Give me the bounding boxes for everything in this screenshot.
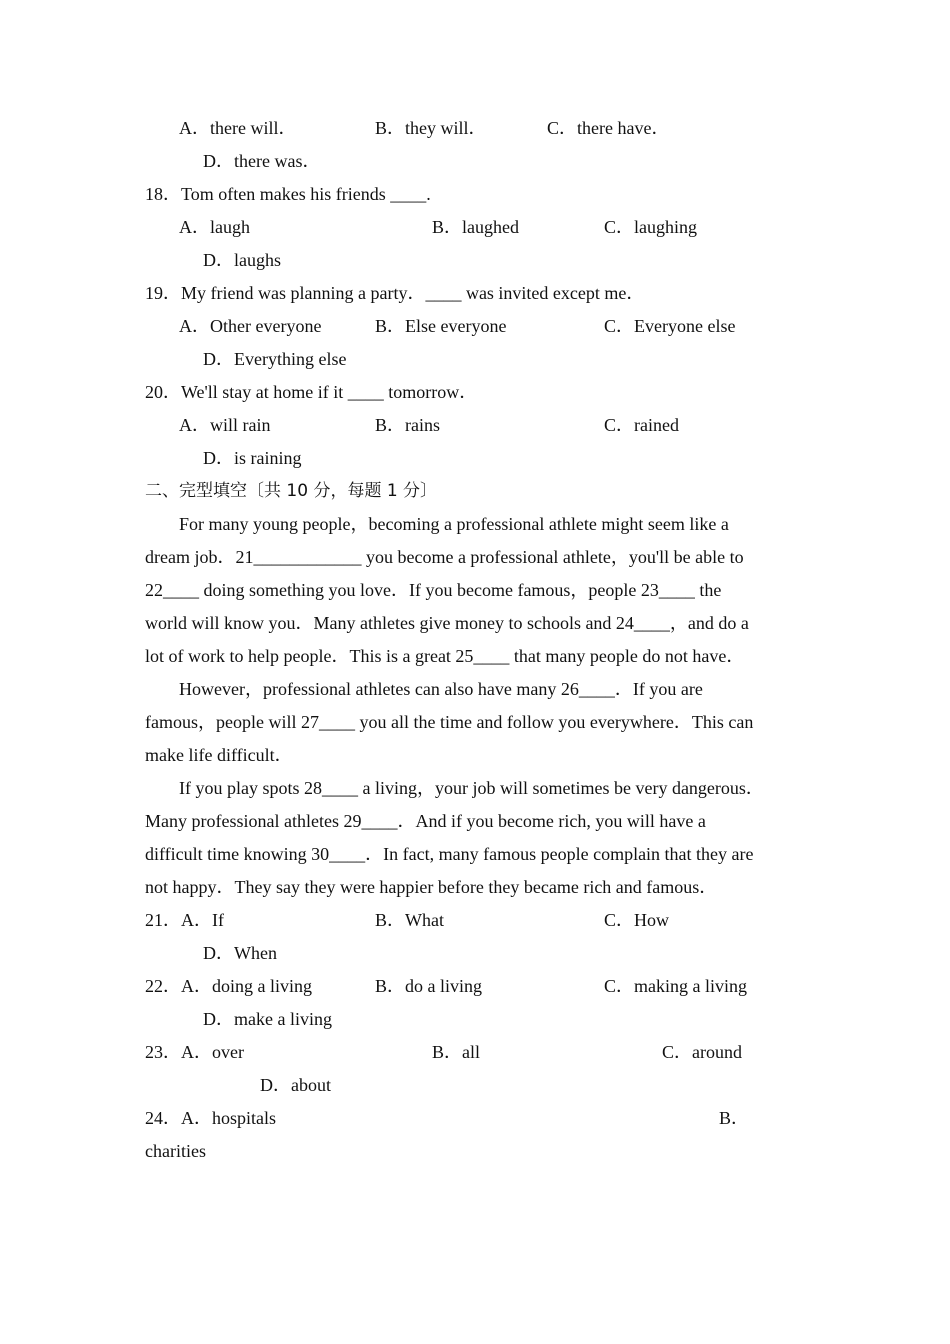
passage-line-5: lot of work to help people．This is a great 25____ that many people do not have．	[145, 646, 745, 666]
passage-line-4: world will know you．Many athletes give money to schools and 24____，and do a	[145, 613, 749, 633]
q19-option-a: A．Other everyone	[179, 316, 322, 336]
q23-option-b: B．all	[432, 1042, 480, 1062]
passage-line-12: not happy．They say they were happier before they became rich and famous．	[145, 877, 718, 897]
q18-stem: 18．Tom often makes his friends ____.	[145, 184, 431, 204]
q24-option-a: 24．A．hospitals	[145, 1108, 277, 1128]
q20-option-b: B．rains	[375, 415, 440, 435]
q20-stem: 20．We'll stay at home if it ____ tomorrow．	[145, 382, 478, 402]
q18-option-d: D．laughs	[203, 250, 281, 270]
q19-option-b: B．Else everyone	[375, 316, 507, 336]
q20-option-d: D．is raining	[203, 448, 302, 468]
q19-option-d: D．Everything else	[203, 349, 347, 369]
passage-line-1: For many young people，becoming a professional athlete might seem like a	[179, 514, 729, 534]
q23-option-a: 23．A．over	[145, 1042, 244, 1062]
passage-line-8: make life difficult．	[145, 745, 293, 765]
passage-line-10: Many professional athletes 29____．And if you become rich, you will have a	[145, 811, 706, 831]
passage-line-2: dream job．21____________ you become a professional athlete，you'll be able to	[145, 547, 744, 567]
passage-line-6: However，professional athletes can also have many 26____．If you are	[179, 679, 703, 699]
q17-option-b: B．they will．	[375, 118, 487, 138]
q22-option-a: 22．A．doing a living	[145, 976, 312, 996]
q24-option-b: B．	[719, 1108, 750, 1128]
q19-stem: 19．My friend was planning a party．____ was invited except me．	[145, 283, 645, 303]
q23-option-d: D．about	[260, 1075, 331, 1095]
q22-option-d: D．make a living	[203, 1009, 332, 1029]
q22-option-b: B．do a living	[375, 976, 482, 996]
q18-option-c: C．laughing	[604, 217, 697, 237]
q17-option-a: A．there will．	[179, 118, 297, 138]
q18-option-a: A．laugh	[179, 217, 250, 237]
q21-option-b: B．What	[375, 910, 444, 930]
q21-option-a: 21．A．If	[145, 910, 224, 930]
q17-option-d: D．there was．	[203, 151, 321, 171]
passage-line-7: famous，people will 27____ you all the time and follow you everywhere．This can	[145, 712, 754, 732]
q24-option-b-continued: charities	[145, 1141, 206, 1161]
q20-option-a: A．will rain	[179, 415, 271, 435]
passage-line-3: 22____ doing something you love．If you become famous，people 23____ the	[145, 580, 722, 600]
q23-option-c: C．around	[662, 1042, 742, 1062]
q21-option-c: C．How	[604, 910, 670, 930]
q22-option-c: C．making a living	[604, 976, 747, 996]
passage-line-9: If you play spots 28____ a living，your job will sometimes be very dangerous．	[179, 778, 764, 798]
q20-option-c: C．rained	[604, 415, 679, 435]
q18-option-b: B．laughed	[432, 217, 519, 237]
passage-line-11: difficult time knowing 30____．In fact, many famous people complain that they are	[145, 844, 754, 864]
section-heading: 二、完型填空〔共 10 分，每题 1 分〕	[145, 481, 438, 501]
q21-option-d: D．When	[203, 943, 277, 963]
q19-option-c: C．Everyone else	[604, 316, 736, 336]
q17-option-c: C．there have．	[547, 118, 670, 138]
